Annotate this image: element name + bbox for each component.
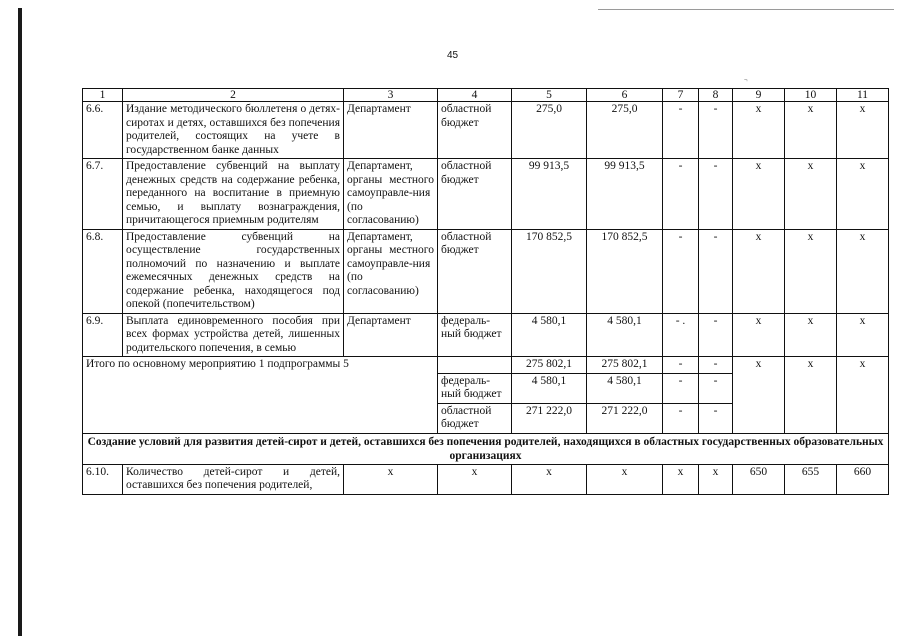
row-value-col9: 650	[733, 464, 785, 494]
section-title: Создание условий для развития детей-сирот и детей, оставшихся без попечения родителей, находящихся в областных государственных образовательных организациях	[83, 433, 889, 464]
row-value-col6: 99 913,5	[587, 159, 663, 230]
row-value-col11: 660	[837, 464, 889, 494]
row-value-col10: х	[785, 102, 837, 159]
row-value-col7: -	[663, 102, 699, 159]
row-number: 6.6.	[83, 102, 123, 159]
header-row	[83, 89, 889, 102]
header-cell: 11	[837, 89, 889, 102]
total-value-col8: -	[699, 403, 733, 433]
total-value-col6: 271 222,0	[587, 403, 663, 433]
header-cell: 6	[587, 89, 663, 102]
row-executor: Департамент, органы местного самоуправле-ния (по согласованию)	[344, 229, 438, 313]
row-executor: Департамент	[344, 313, 438, 357]
row-funding-source: областной бюджет	[438, 102, 512, 159]
section-row	[83, 433, 889, 464]
row-value-col9: х	[733, 159, 785, 230]
header-cell: 10	[785, 89, 837, 102]
table-row	[83, 102, 889, 159]
total-funding-source: федераль-ный бюджет	[438, 373, 512, 403]
program-table	[82, 88, 889, 495]
row-value-col6: х	[587, 464, 663, 494]
total-value-col6: 4 580,1	[587, 373, 663, 403]
header-cell: 5	[512, 89, 587, 102]
total-row	[83, 357, 889, 374]
row-value-col11: х	[837, 229, 889, 313]
header-cell: 2	[123, 89, 344, 102]
row-description: Предоставление субвенций на выплату денежных средств на содержание ребенка, переданного на воспитание в приемную семью, и выплату вознаграждения, причитающегося приемным родителям	[123, 159, 344, 230]
total-value-col5: 271 222,0	[512, 403, 587, 433]
scan-top-line	[598, 9, 894, 10]
total-value-col10: х	[785, 357, 837, 434]
row-value-col9: х	[733, 313, 785, 357]
total-value-col5: 4 580,1	[512, 373, 587, 403]
header-cell: 4	[438, 89, 512, 102]
total-value-col6: 275 802,1	[587, 357, 663, 374]
table-row	[83, 464, 889, 494]
row-value-col7: - .	[663, 313, 699, 357]
row-value-col5: 99 913,5	[512, 159, 587, 230]
row-value-col8: х	[699, 464, 733, 494]
row-value-col5: 275,0	[512, 102, 587, 159]
total-value-col8: -	[699, 373, 733, 403]
row-value-col7: -	[663, 229, 699, 313]
table-row	[83, 229, 889, 313]
row-value-col7: х	[663, 464, 699, 494]
total-value-col8: -	[699, 357, 733, 374]
row-number: 6.8.	[83, 229, 123, 313]
row-value-col5: х	[512, 464, 587, 494]
row-value-col7: -	[663, 159, 699, 230]
header-cell: 3	[344, 89, 438, 102]
header-cell: 1	[83, 89, 123, 102]
row-value-col8: -	[699, 313, 733, 357]
row-value-col11: х	[837, 102, 889, 159]
row-value-col11: х	[837, 159, 889, 230]
row-value-col8: -	[699, 229, 733, 313]
row-number: 6.7.	[83, 159, 123, 230]
total-value-col7: -	[663, 373, 699, 403]
row-value-col6: 170 852,5	[587, 229, 663, 313]
row-funding-source: х	[438, 464, 512, 494]
header-cell: 8	[699, 89, 733, 102]
row-funding-source: областной бюджет	[438, 159, 512, 230]
row-value-col5: 4 580,1	[512, 313, 587, 357]
row-description: Количество детей-сирот и детей, оставшихся без попечения родителей,	[123, 464, 344, 494]
scan-mark: ¬	[744, 78, 748, 84]
row-value-col8: -	[699, 102, 733, 159]
row-description: Издание методического бюллетеня о детях-сиротах и детях, оставшихся без попечения родителей, состоящих на учете в государственном банке данных	[123, 102, 344, 159]
row-value-col9: х	[733, 102, 785, 159]
row-executor: Департамент	[344, 102, 438, 159]
row-value-col6: 4 580,1	[587, 313, 663, 357]
row-number: 6.10.	[83, 464, 123, 494]
row-value-col8: -	[699, 159, 733, 230]
row-description: Предоставление субвенций на осуществление государственных полномочий по назначению и выплате ежемесячных денежных средств на содержание ребенка, находящегося под опекой (попечительством)	[123, 229, 344, 313]
header-cell: 7	[663, 89, 699, 102]
total-funding-source	[438, 357, 512, 374]
row-value-col10: х	[785, 313, 837, 357]
total-value-col7: -	[663, 403, 699, 433]
total-value-col5: 275 802,1	[512, 357, 587, 374]
scan-edge-bar	[18, 8, 22, 636]
row-value-col10: 655	[785, 464, 837, 494]
total-label: Итого по основному мероприятию 1 подпрограммы 5	[83, 357, 438, 434]
table-row	[83, 159, 889, 230]
table-row	[83, 313, 889, 357]
row-value-col11: х	[837, 313, 889, 357]
header-cell: 9	[733, 89, 785, 102]
row-number: 6.9.	[83, 313, 123, 357]
row-funding-source: федераль-ный бюджет	[438, 313, 512, 357]
page-number: 45	[446, 50, 459, 61]
row-value-col9: х	[733, 229, 785, 313]
row-value-col5: 170 852,5	[512, 229, 587, 313]
row-executor: Департамент, органы местного самоуправле-ния (по согласованию)	[344, 159, 438, 230]
row-executor: х	[344, 464, 438, 494]
row-value-col10: х	[785, 229, 837, 313]
total-value-col11: х	[837, 357, 889, 434]
total-value-col7: -	[663, 357, 699, 374]
total-value-col9: х	[733, 357, 785, 434]
row-funding-source: областной бюджет	[438, 229, 512, 313]
row-description: Выплата единовременного пособия при всех формах устройства детей, лишенных родительского попечения, в семью	[123, 313, 344, 357]
row-value-col10: х	[785, 159, 837, 230]
row-value-col6: 275,0	[587, 102, 663, 159]
total-funding-source: областной бюджет	[438, 403, 512, 433]
